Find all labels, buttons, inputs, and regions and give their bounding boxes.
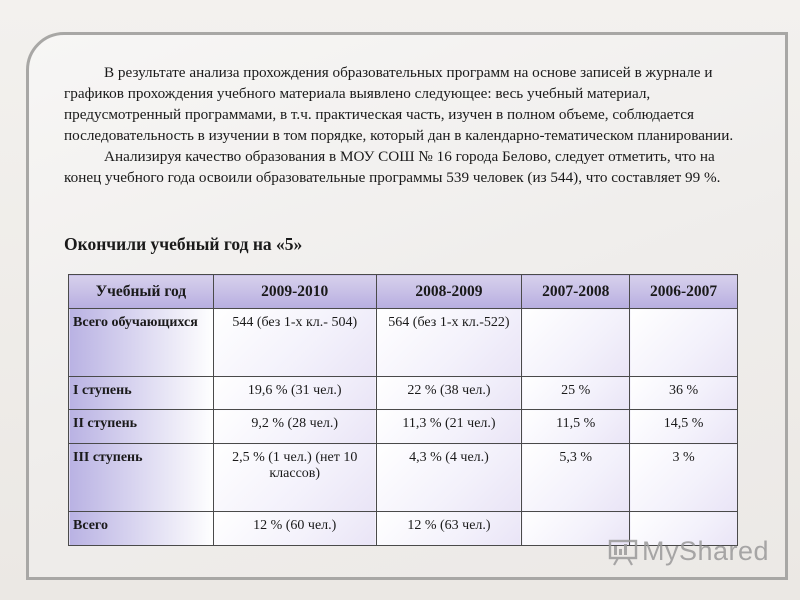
results-table bbox=[68, 274, 738, 546]
table-cell bbox=[522, 309, 630, 377]
table-cell: 5,3 % bbox=[522, 444, 630, 512]
table-cell: 3 % bbox=[630, 444, 738, 512]
table-cell: 564 (без 1-х кл.-522) bbox=[376, 309, 522, 377]
table-cell: 2,5 % (1 чел.) (нет 10 классов) bbox=[213, 444, 376, 512]
row-label: II ступень bbox=[69, 410, 214, 444]
presentation-board-icon bbox=[608, 538, 638, 566]
table-cell: 544 (без 1-х кл.- 504) bbox=[213, 309, 376, 377]
table-row bbox=[69, 309, 738, 377]
paragraph-analysis: В результате анализа прохождения образовательных программ на основе записей в журнале и графиков прохождения учебного материала выявлено следующее: весь учебный материал, предусмотренный программами, в т.ч. практическая часть, изучен в полном объеме, соблюдается последовательность в изучении в том порядке, который дан в календарно-тематическом планировании. bbox=[64, 64, 734, 144]
table-cell: 19,6 % (31 чел.) bbox=[213, 377, 376, 410]
table-cell: 25 % bbox=[522, 377, 630, 410]
row-label: I ступень bbox=[69, 377, 214, 410]
table-row bbox=[69, 444, 738, 512]
table-cell: 11,5 % bbox=[522, 410, 630, 444]
table-cell: 14,5 % bbox=[630, 410, 738, 444]
table-cell bbox=[630, 309, 738, 377]
table-row bbox=[69, 410, 738, 444]
table-cell: 36 % bbox=[630, 377, 738, 410]
header-2006-2007: 2006-2007 bbox=[630, 275, 738, 309]
table-cell: 11,3 % (21 чел.) bbox=[376, 410, 522, 444]
table-cell: 4,3 % (4 чел.) bbox=[376, 444, 522, 512]
table-cell: 22 % (38 чел.) bbox=[376, 377, 522, 410]
table-header-row bbox=[69, 275, 738, 309]
header-2008-2009: 2008-2009 bbox=[376, 275, 522, 309]
header-2009-2010: 2009-2010 bbox=[213, 275, 376, 309]
table-cell: 12 % (60 чел.) bbox=[213, 512, 376, 546]
row-label: Всего bbox=[69, 512, 214, 546]
watermark-text: MyShared bbox=[642, 536, 770, 566]
table-cell: 9,2 % (28 чел.) bbox=[213, 410, 376, 444]
header-2007-2008: 2007-2008 bbox=[522, 275, 630, 309]
watermark bbox=[608, 536, 769, 567]
header-academic-year: Учебный год bbox=[69, 275, 214, 309]
row-label: III ступень bbox=[69, 444, 214, 512]
body-text bbox=[64, 62, 744, 188]
row-label: Всего обучающихся bbox=[69, 309, 214, 377]
table-row bbox=[69, 377, 738, 410]
section-heading: Окончили учебный год на «5» bbox=[64, 234, 303, 254]
paragraph-quality: Анализируя качество образования в МОУ СОШ № 16 города Белово, следует отметить, что на конец учебного года освоили образовательные программы 539 человек (из 544), что составляет 99 %. bbox=[64, 148, 721, 186]
table-cell: 12 % (63 чел.) bbox=[376, 512, 522, 546]
